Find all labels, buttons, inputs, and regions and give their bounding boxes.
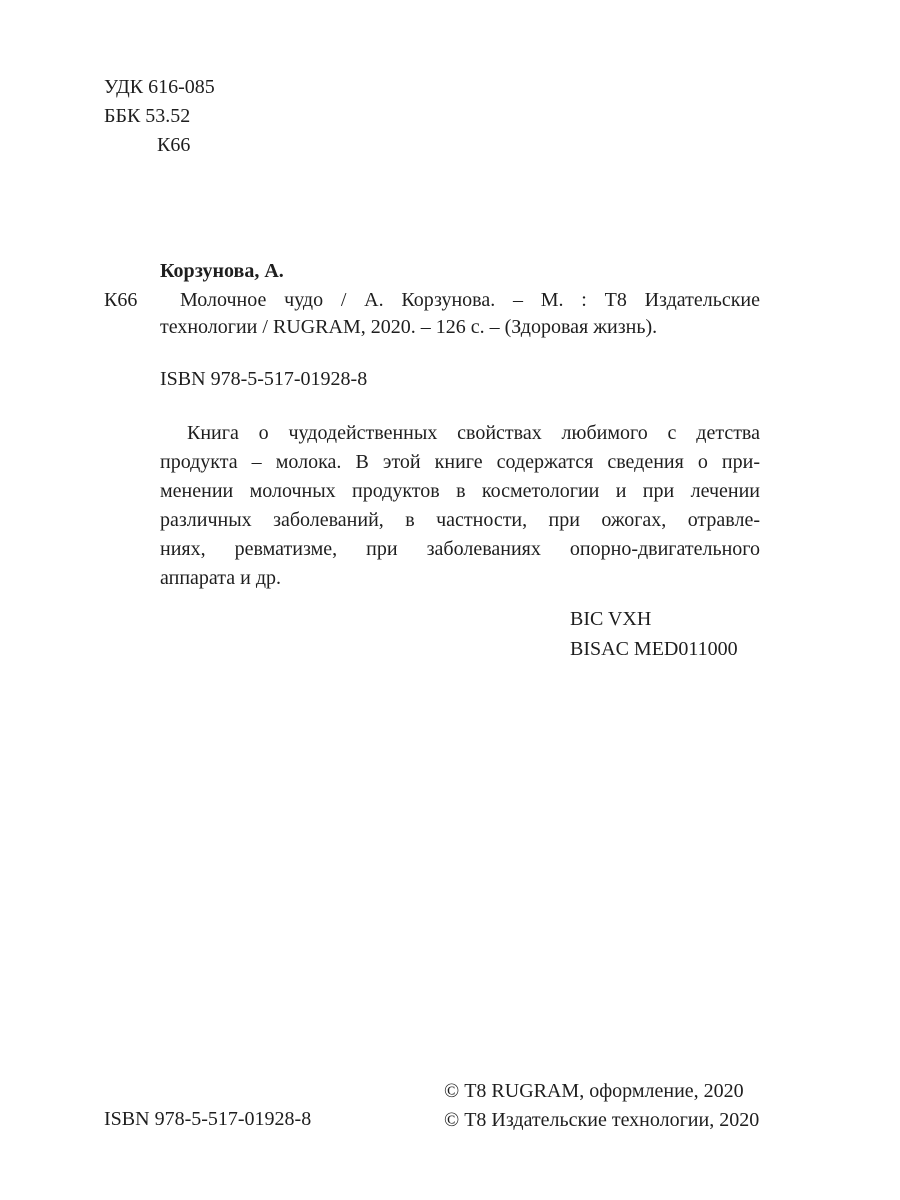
annotation-line: ниях, ревматизме, при заболеваниях опорно-двигательного [160,538,760,560]
isbn-main: ISBN 978-5-517-01928-8 [160,368,368,390]
annotation [160,419,760,593]
annotation-line: аппарата и др. [160,567,281,589]
bbk-code: ББК 53.52 [104,105,191,127]
udk-code: УДК 616-085 [104,76,215,98]
annotation-line: продукта – молока. В этой книге содержатся сведения о при- [160,451,760,473]
author-name: Корзунова, А. [160,260,284,282]
copyright-line-2: © Т8 Издательские технологии, 2020 [444,1109,760,1131]
entry-author-mark: К66 [104,289,138,311]
isbn-bottom: ISBN 978-5-517-01928-8 [104,1108,312,1130]
annotation-line: различных заболеваний, в частности, при ожогах, отравле- [160,509,760,531]
annotation-line: менении молочных продуктов в косметологии и при лечении [160,480,760,502]
copyright-line-1: © Т8 RUGRAM, оформление, 2020 [444,1080,744,1102]
author-mark: К66 [157,134,191,156]
classification-codes [104,73,215,160]
subject-codes [570,604,738,664]
bisac-code: BISAC MED011000 [570,638,738,660]
annotation-line: Книга о чудодейственных свойствах любимого с детства [187,422,760,444]
bibliographic-description [160,287,760,341]
bic-code: BIC VXH [570,608,652,630]
bibliographic-line-1: Молочное чудо / А. Корзунова. – М. : Т8 Издательские [180,289,760,311]
copyright-notice [444,1077,759,1135]
bibliographic-line-2: технологии / RUGRAM, 2020. – 126 с. – (Здоровая жизнь). [160,316,658,338]
